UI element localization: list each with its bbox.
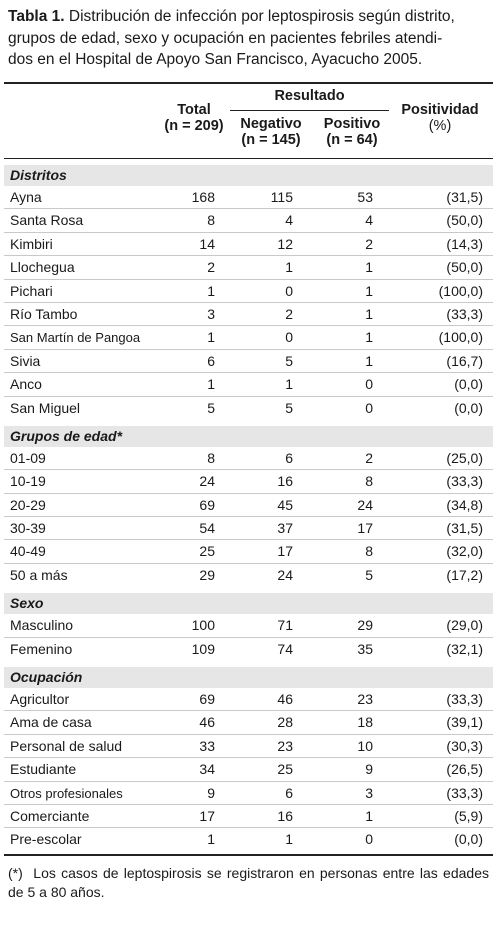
- row-label: Ayna: [10, 189, 42, 205]
- cell-negativo: 6: [285, 784, 293, 801]
- cell-positivo: 23: [357, 691, 373, 708]
- cell-negativo: 1: [285, 376, 293, 393]
- cell-positivo: 53: [357, 189, 373, 205]
- cell-total: 5: [207, 399, 215, 416]
- cell-total: 109: [191, 640, 215, 657]
- caption-label: Tabla 1.: [8, 8, 65, 25]
- cell-negativo: 45: [277, 496, 293, 513]
- cell-positividad: (100,0): [438, 282, 483, 299]
- cell-positividad: (32,0): [446, 543, 483, 560]
- cell-negativo: 71: [277, 617, 293, 634]
- table-row: [4, 638, 493, 661]
- cell-negativo: 4: [285, 212, 293, 229]
- cell-total: 69: [199, 691, 215, 708]
- cell-total: 33: [199, 737, 215, 754]
- table-row: [4, 614, 493, 637]
- cell-total: 29: [199, 566, 215, 583]
- cell-negativo: 25: [277, 761, 293, 778]
- row-label: Sivia: [10, 352, 41, 369]
- table-row: [4, 758, 493, 781]
- cell-positividad: (33,3): [446, 305, 483, 322]
- table-row: [4, 782, 493, 805]
- cell-positivo: 35: [357, 640, 373, 657]
- cell-total: 46: [199, 714, 215, 731]
- table-row: [4, 517, 493, 540]
- table-row: [4, 373, 493, 396]
- cell-positividad: (33,3): [446, 473, 483, 490]
- cell-positividad: (33,3): [446, 784, 483, 801]
- cell-positivo: 3: [365, 784, 373, 801]
- section-header: Distritos: [4, 165, 493, 186]
- row-label: 40-49: [10, 543, 46, 560]
- row-label: 01-09: [10, 449, 46, 466]
- cell-positividad: (5,9): [454, 807, 483, 824]
- row-label: Masculino: [10, 617, 74, 634]
- footnote: [4, 856, 493, 902]
- cell-negativo: 17: [277, 543, 293, 560]
- cell-total: 34: [199, 761, 215, 778]
- cell-negativo: 16: [277, 807, 293, 824]
- cell-total: 1: [207, 831, 215, 848]
- caption-line-3: dos en el Hospital de Apoyo San Francisco, Ayacucho 2005.: [8, 51, 423, 68]
- cell-positivo: 9: [365, 761, 373, 778]
- cell-positividad: (29,0): [446, 617, 483, 634]
- cell-negativo: 46: [277, 691, 293, 708]
- row-label: 50 a más: [10, 566, 68, 583]
- cell-negativo: 2: [285, 305, 293, 322]
- cell-negativo: 37: [277, 520, 293, 537]
- cell-positivo: 1: [365, 329, 373, 346]
- cell-total: 25: [199, 543, 215, 560]
- section-header: Ocupación: [4, 667, 493, 688]
- cell-positividad: (25,0): [446, 449, 483, 466]
- table-row: [4, 233, 493, 256]
- cell-positivo: 1: [365, 352, 373, 369]
- cell-positividad: (26,5): [446, 761, 483, 778]
- table-row: [4, 828, 493, 851]
- cell-positividad: (33,3): [446, 691, 483, 708]
- cell-positivo: 24: [357, 496, 373, 513]
- cell-positividad: (39,1): [446, 714, 483, 731]
- table-row: [4, 397, 493, 420]
- header-resultado-rule: [230, 110, 389, 111]
- row-label: Comerciante: [10, 807, 90, 824]
- row-label: Agricultor: [10, 691, 70, 708]
- header-total: [154, 102, 234, 134]
- table-row: [4, 256, 493, 279]
- cell-positivo: 10: [357, 737, 373, 754]
- header-negativo-n: (n = 145): [241, 132, 301, 148]
- cell-positivo: 5: [365, 566, 373, 583]
- cell-total: 17: [199, 807, 215, 824]
- header-total-n: (n = 209): [164, 118, 224, 134]
- cell-positividad: (17,2): [446, 566, 483, 583]
- row-label: Pichari: [10, 282, 53, 299]
- cell-total: 2: [207, 259, 215, 276]
- header-positividad-unit: (%): [428, 118, 452, 134]
- footnote-mark: (*): [8, 864, 23, 881]
- cell-positivo: 8: [365, 473, 373, 490]
- cell-negativo: 16: [277, 473, 293, 490]
- cell-negativo: 5: [285, 399, 293, 416]
- header-resultado: Resultado: [274, 88, 345, 104]
- caption-line-1: Distribución de infección por leptospirosis según distrito,: [68, 8, 455, 25]
- table-row: [4, 447, 493, 470]
- table-body: [4, 165, 493, 852]
- cell-positivo: 17: [357, 520, 373, 537]
- cell-positivo: 0: [365, 831, 373, 848]
- cell-positivo: 2: [365, 449, 373, 466]
- header-total-label: Total: [177, 102, 211, 118]
- cell-positividad: (100,0): [438, 329, 483, 346]
- cell-total: 1: [207, 376, 215, 393]
- table-row: [4, 209, 493, 232]
- table-row: [4, 350, 493, 373]
- row-label: Estudiante: [10, 761, 77, 778]
- cell-positividad: (31,5): [446, 189, 483, 205]
- table-row: [4, 186, 493, 209]
- header-positividad-label: Positividad: [401, 102, 479, 118]
- table-row: [4, 303, 493, 326]
- row-label: San Martín de Pangoa: [10, 330, 141, 346]
- cell-positividad: (0,0): [454, 831, 483, 848]
- row-label: Río Tambo: [10, 305, 78, 322]
- table-row: [4, 688, 493, 711]
- cell-positivo: 1: [365, 305, 373, 322]
- cell-positividad: (0,0): [454, 376, 483, 393]
- row-label: Ama de casa: [10, 714, 92, 731]
- cell-negativo: 74: [277, 640, 293, 657]
- cell-total: 69: [199, 496, 215, 513]
- cell-positividad: (50,0): [446, 259, 483, 276]
- cell-negativo: 115: [270, 189, 293, 205]
- table-row: [4, 494, 493, 517]
- cell-positividad: (16,7): [446, 352, 483, 369]
- cell-total: 24: [199, 473, 215, 490]
- section-header: Sexo: [4, 593, 493, 614]
- table-row: [4, 711, 493, 734]
- cell-positivo: 1: [365, 259, 373, 276]
- cell-positivo: 2: [365, 235, 373, 252]
- cell-total: 8: [207, 212, 215, 229]
- cell-total: 6: [207, 352, 215, 369]
- table-row: [4, 735, 493, 758]
- cell-total: 8: [207, 449, 215, 466]
- row-label: 30-39: [10, 520, 46, 537]
- header-positivo: [312, 116, 392, 148]
- cell-positivo: 18: [357, 714, 373, 731]
- cell-negativo: 6: [285, 449, 293, 466]
- row-label: San Miguel: [10, 399, 81, 416]
- cell-total: 168: [191, 189, 215, 205]
- cell-negativo: 24: [277, 566, 293, 583]
- cell-positividad: (34,8): [446, 496, 483, 513]
- row-label: Femenino: [10, 640, 73, 657]
- cell-positividad: (32,1): [446, 640, 483, 657]
- cell-positivo: 1: [365, 282, 373, 299]
- row-label: Kimbiri: [10, 235, 53, 252]
- table-row: [4, 326, 493, 349]
- cell-positivo: 4: [365, 212, 373, 229]
- cell-total: 9: [207, 784, 215, 801]
- header-rule: [4, 158, 493, 159]
- cell-total: 1: [207, 329, 215, 346]
- header-positividad: [390, 102, 490, 134]
- cell-positivo: 0: [365, 376, 373, 393]
- header-negativo-label: Negativo: [240, 116, 302, 132]
- cell-negativo: 5: [285, 352, 293, 369]
- header-negativo: [230, 116, 312, 148]
- cell-positividad: (31,5): [446, 520, 483, 537]
- row-label: Otros profesionales: [10, 785, 123, 801]
- cell-negativo: 0: [285, 282, 293, 299]
- cell-positivo: 0: [365, 399, 373, 416]
- section-header: Grupos de edad*: [4, 426, 493, 447]
- header-positivo-n: (n = 64): [326, 132, 378, 148]
- cell-positividad: (14,3): [446, 235, 483, 252]
- row-label: Pre-escolar: [10, 831, 82, 848]
- row-label: 10-19: [10, 473, 46, 490]
- cell-negativo: 0: [285, 329, 293, 346]
- caption-line-2: grupos de edad, sexo y ocupación en pacientes febriles atendi-: [8, 29, 443, 47]
- header-positivo-label: Positivo: [323, 116, 381, 132]
- table-header: [4, 84, 493, 158]
- cell-positivo: 8: [365, 543, 373, 560]
- table-row: [4, 805, 493, 828]
- table-row: [4, 564, 493, 587]
- table-row: [4, 470, 493, 493]
- cell-positividad: (30,3): [446, 737, 483, 754]
- cell-negativo: 1: [285, 259, 293, 276]
- cell-total: 1: [207, 282, 215, 299]
- cell-negativo: 12: [277, 235, 293, 252]
- cell-negativo: 1: [285, 831, 293, 848]
- cell-positivo: 29: [357, 617, 373, 634]
- row-label: Anco: [10, 376, 42, 393]
- row-label: Santa Rosa: [10, 212, 84, 229]
- cell-positividad: (50,0): [446, 212, 483, 229]
- cell-total: 54: [199, 520, 215, 537]
- table-row: [4, 280, 493, 303]
- cell-negativo: 23: [277, 737, 293, 754]
- row-label: Llochegua: [10, 259, 75, 276]
- cell-total: 14: [199, 235, 215, 252]
- cell-total: 100: [191, 617, 215, 634]
- cell-positividad: (0,0): [454, 399, 483, 416]
- row-label: Personal de salud: [10, 737, 123, 754]
- cell-positivo: 1: [365, 807, 373, 824]
- row-label: 20-29: [10, 496, 46, 513]
- table-row: [4, 540, 493, 563]
- cell-negativo: 28: [277, 714, 293, 731]
- footnote-text: Los casos de leptospirosis se registraron en personas entre las edades de 5 a 80 años.: [8, 864, 489, 900]
- table-caption: [4, 0, 493, 68]
- cell-total: 3: [207, 305, 215, 322]
